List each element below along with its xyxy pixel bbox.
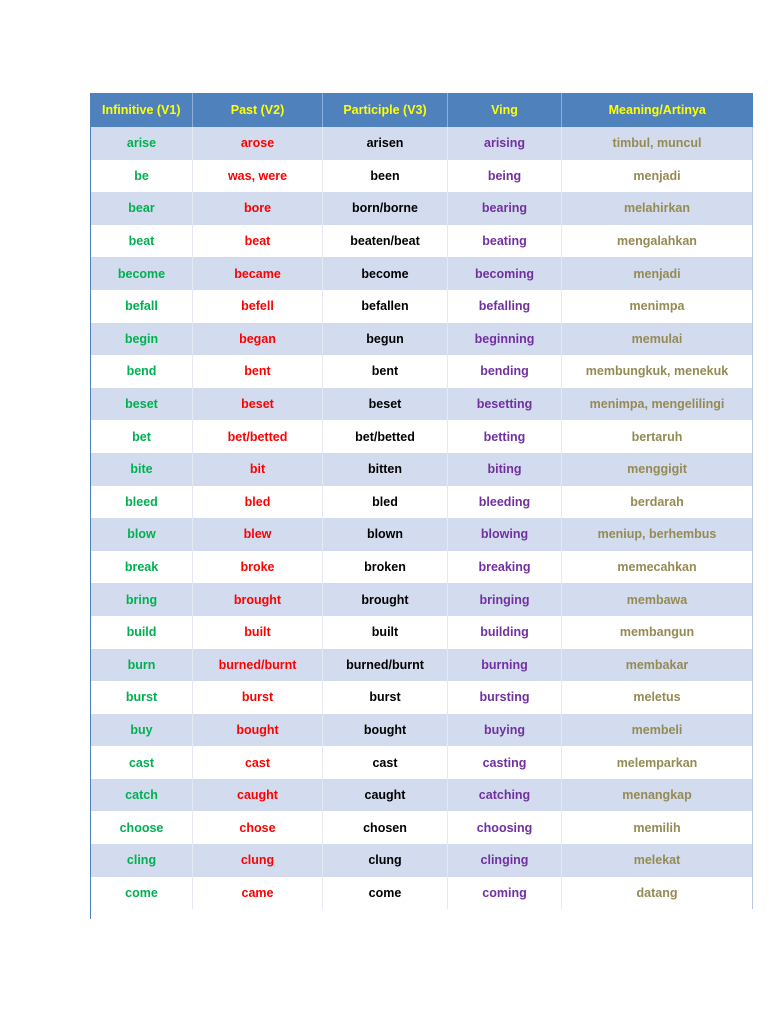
table-row [91,681,753,714]
cell-past: clung [193,844,323,877]
cell-infinitive: bring [91,583,193,616]
cell-infinitive: beat [91,225,193,258]
cell-participle: bitten [323,453,448,486]
cell-meaning: meletus [562,681,753,714]
table-row [91,323,753,356]
header-infinitive: Infinitive (V1) [91,93,193,127]
cell-past: beset [193,388,323,421]
table-row [91,388,753,421]
cell-participle: become [323,257,448,290]
cell-past: bought [193,714,323,747]
cell-past: built [193,616,323,649]
cell-ving: bringing [448,583,562,616]
cell-ving: besetting [448,388,562,421]
cell-infinitive: befall [91,290,193,323]
cell-meaning: melekat [562,844,753,877]
cell-participle: beaten/beat [323,225,448,258]
cell-past: broke [193,551,323,584]
cell-infinitive: bleed [91,486,193,519]
cell-ving: coming [448,877,562,910]
cell-past: bore [193,192,323,225]
cell-meaning: membawa [562,583,753,616]
cell-participle: begun [323,323,448,356]
cell-ving: beginning [448,323,562,356]
cell-participle: been [323,160,448,193]
cell-infinitive: blow [91,518,193,551]
cell-infinitive: be [91,160,193,193]
cell-meaning: memilih [562,811,753,844]
cell-participle: born/borne [323,192,448,225]
cell-meaning: menangkap [562,779,753,812]
table-header [91,93,753,127]
cell-meaning: membangun [562,616,753,649]
table-row [91,877,753,910]
cell-infinitive: cling [91,844,193,877]
table-row [91,160,753,193]
cell-meaning: membungkuk, menekuk [562,355,753,388]
cell-infinitive: arise [91,127,193,160]
cell-ving: casting [448,746,562,779]
cell-past: bet/betted [193,420,323,453]
cell-participle: chosen [323,811,448,844]
cell-ving: building [448,616,562,649]
cell-ving: being [448,160,562,193]
cell-ving: burning [448,649,562,682]
table-row [91,453,753,486]
cell-participle: bought [323,714,448,747]
cell-infinitive: begin [91,323,193,356]
cell-past: arose [193,127,323,160]
cell-meaning: memecahkan [562,551,753,584]
cell-infinitive: choose [91,811,193,844]
cell-participle: burned/burnt [323,649,448,682]
cell-infinitive: burn [91,649,193,682]
cell-ving: beating [448,225,562,258]
cell-infinitive: build [91,616,193,649]
cell-participle: bet/betted [323,420,448,453]
cell-ving: bleeding [448,486,562,519]
cell-meaning: memulai [562,323,753,356]
cell-past: burst [193,681,323,714]
cell-meaning: datang [562,877,753,910]
cell-past: came [193,877,323,910]
cell-participle: blown [323,518,448,551]
header-row [91,93,753,127]
cell-meaning: mengalahkan [562,225,753,258]
table-row [91,583,753,616]
cell-meaning: bertaruh [562,420,753,453]
table-body [91,127,753,909]
cell-participle: beset [323,388,448,421]
cell-participle: bent [323,355,448,388]
table-row [91,616,753,649]
cell-meaning: berdarah [562,486,753,519]
cell-participle: clung [323,844,448,877]
cell-past: bled [193,486,323,519]
table-row [91,551,753,584]
cell-infinitive: bend [91,355,193,388]
header-meaning: Meaning/Artinya [608,103,706,117]
cell-past: became [193,257,323,290]
cell-past: burned/burnt [193,649,323,682]
cell-ving: biting [448,453,562,486]
irregular-verbs-table [90,93,753,909]
cell-infinitive: burst [91,681,193,714]
cell-participle: come [323,877,448,910]
cell-ving: breaking [448,551,562,584]
cell-meaning: menimpa [562,290,753,323]
cell-meaning: melemparkan [562,746,753,779]
cell-past: befell [193,290,323,323]
cell-meaning: timbul, muncul [562,127,753,160]
cell-infinitive: buy [91,714,193,747]
cell-meaning: membakar [562,649,753,682]
table-row [91,518,753,551]
cell-ving: bursting [448,681,562,714]
table-row [91,355,753,388]
table-row [91,714,753,747]
cell-meaning: melahirkan [562,192,753,225]
cell-participle: caught [323,779,448,812]
cell-infinitive: bite [91,453,193,486]
cell-infinitive: break [91,551,193,584]
cell-past: bit [193,453,323,486]
cell-past: cast [193,746,323,779]
table-row [91,746,753,779]
cell-meaning: membeli [562,714,753,747]
cell-past: was, were [193,160,323,193]
table-row [91,779,753,812]
cell-ving: becoming [448,257,562,290]
cell-infinitive: beset [91,388,193,421]
header-participle: Participle (V3) [323,93,448,127]
table-row [91,127,753,160]
table-row [91,844,753,877]
cell-meaning: meniup, berhembus [562,518,753,551]
cell-infinitive: bet [91,420,193,453]
cell-meaning: menjadi [562,160,753,193]
cell-participle: cast [323,746,448,779]
cell-meaning: menimpa, mengelilingi [562,388,753,421]
cell-past: began [193,323,323,356]
cell-past: bent [193,355,323,388]
cell-infinitive: cast [91,746,193,779]
header-ving: Ving [448,93,562,127]
cell-past: blew [193,518,323,551]
cell-ving: buying [448,714,562,747]
cell-participle: befallen [323,290,448,323]
cell-past: brought [193,583,323,616]
table-row [91,257,753,290]
cell-past: beat [193,225,323,258]
cell-ving: blowing [448,518,562,551]
table-row [91,486,753,519]
table-row [91,420,753,453]
cell-ving: bearing [448,192,562,225]
cell-infinitive: come [91,877,193,910]
cell-ving: clinging [448,844,562,877]
cell-past: chose [193,811,323,844]
cell-meaning: menggigit [562,453,753,486]
cell-participle: arisen [323,127,448,160]
cell-participle: built [323,616,448,649]
table-row [91,290,753,323]
table-row [91,811,753,844]
cell-infinitive: become [91,257,193,290]
table-row [91,649,753,682]
table-row [91,225,753,258]
cell-ving: befalling [448,290,562,323]
cell-infinitive: catch [91,779,193,812]
cell-meaning: menjadi [562,257,753,290]
header-past: Past (V2) [193,93,323,127]
cell-participle: broken [323,551,448,584]
cell-ving: choosing [448,811,562,844]
cell-infinitive: bear [91,192,193,225]
cell-participle: bled [323,486,448,519]
cell-ving: betting [448,420,562,453]
cell-participle: brought [323,583,448,616]
cell-ving: bending [448,355,562,388]
cell-participle: burst [323,681,448,714]
cell-past: caught [193,779,323,812]
table-row [91,192,753,225]
cell-ving: catching [448,779,562,812]
cell-ving: arising [448,127,562,160]
